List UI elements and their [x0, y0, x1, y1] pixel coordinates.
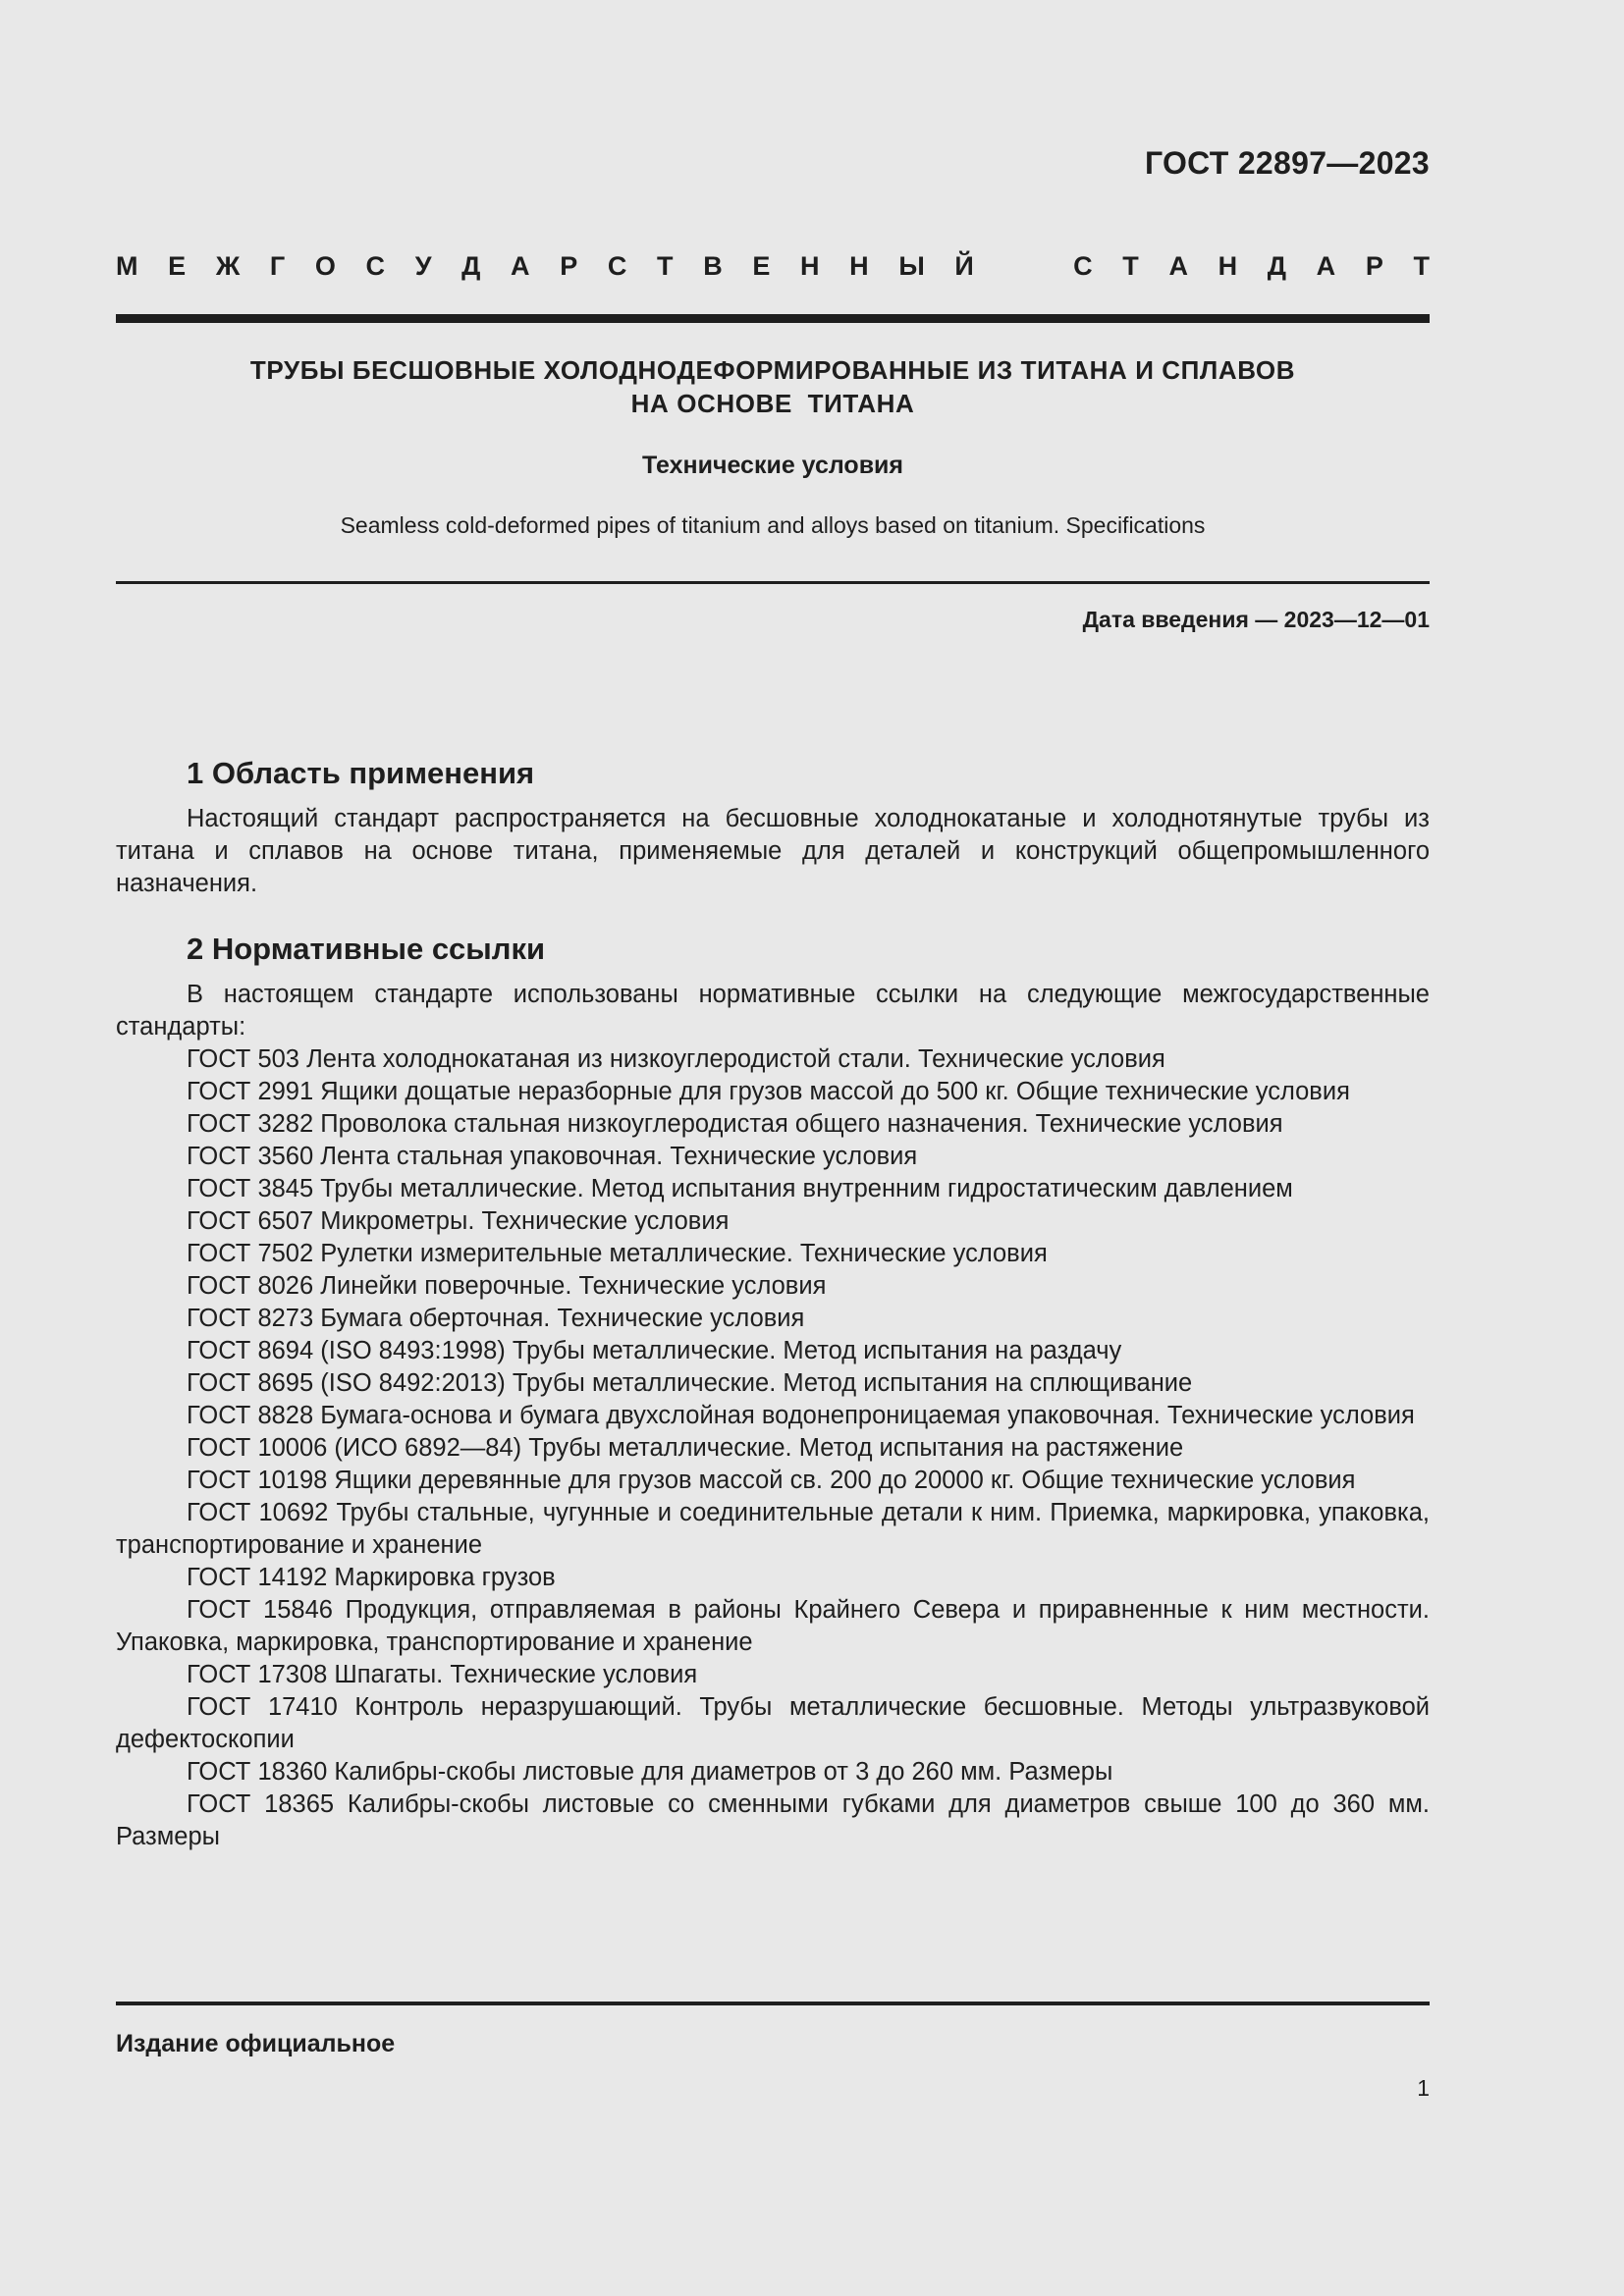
- banner-letter: Д: [1267, 251, 1287, 281]
- reference-item: ГОСТ 8694 (ISO 8493:1998) Трубы металлические. Метод испытания на раздачу: [187, 1337, 1122, 1364]
- reference-item: ГОСТ 17410 Контроль неразрушающий. Трубы металлические бесшовные. Методы ультразвуковой дефектоскопии: [116, 1693, 1430, 1753]
- reference-item: ГОСТ 8828 Бумага-основа и бумага двухслойная водонепроницаемая упаковочная. Технические условия: [187, 1402, 1415, 1429]
- title-line-2: НА ОСНОВЕ ТИТАНА: [630, 389, 915, 418]
- banner-word-gap: [1003, 251, 1043, 282]
- reference-item: ГОСТ 3560 Лента стальная упаковочная. Технические условия: [187, 1143, 918, 1170]
- reference-item: ГОСТ 8273 Бумага оберточная. Технические условия: [187, 1305, 805, 1332]
- reference-item: ГОСТ 3845 Трубы металлические. Метод испытания внутренним гидростатическим давлением: [187, 1175, 1293, 1202]
- header-thick-rule: [116, 314, 1430, 323]
- reference-item: ГОСТ 6507 Микрометры. Технические условия: [187, 1207, 730, 1235]
- banner-letter: А: [511, 251, 530, 281]
- document-title: [116, 353, 1430, 420]
- banner-letter: Ы: [898, 251, 925, 281]
- reference-item: ГОСТ 17308 Шпагаты. Технические условия: [187, 1661, 698, 1688]
- title-thin-rule: [116, 581, 1430, 584]
- banner-letter: С: [365, 251, 386, 281]
- reference-item: ГОСТ 8695 (ISO 8492:2013) Трубы металлические. Метод испытания на сплющивание: [187, 1369, 1193, 1397]
- reference-item: ГОСТ 10692 Трубы стальные, чугунные и соединительные детали к ним. Приемка, маркировка, упаковка, транспортирование и хранение: [116, 1499, 1430, 1559]
- reference-item: ГОСТ 18365 Калибры-скобы листовые со сменными губками для диаметров свыше 100 до 360 мм. Размеры: [116, 1790, 1430, 1850]
- section-2-intro: В настоящем стандарте использованы нормативные ссылки на следующие межгосударственные стандарты:: [116, 981, 1430, 1041]
- banner-letter: Й: [954, 251, 974, 281]
- page-number: 1: [1417, 2075, 1430, 2101]
- reference-item: ГОСТ 15846 Продукция, отправляемая в районы Крайнего Севера и приравненные к ним местности. Упаковка, маркировка, транспортирование и хранение: [116, 1596, 1430, 1656]
- banner-letter: С: [1073, 251, 1093, 281]
- english-title: Seamless cold-deformed pipes of titanium and alloys based on titanium. Specifications: [340, 512, 1206, 538]
- interstate-standard-banner: [116, 251, 1430, 282]
- banner-letter: М: [116, 251, 138, 281]
- banner-letter: Н: [1218, 251, 1238, 281]
- reference-item: ГОСТ 7502 Рулетки измерительные металлические. Технические условия: [187, 1240, 1048, 1267]
- banner-letter: Н: [800, 251, 820, 281]
- banner-letter: О: [314, 251, 336, 281]
- section-2-heading: 2 Нормативные ссылки: [187, 932, 546, 966]
- banner-letter: С: [607, 251, 627, 281]
- title-line-1: ТРУБЫ БЕСШОВНЫЕ ХОЛОДНОДЕФОРМИРОВАННЫЕ ИЗ ТИТАНА И СПЛАВОВ: [249, 355, 1296, 385]
- banner-letter: Т: [657, 251, 674, 281]
- banner-letter: Т: [1413, 251, 1430, 281]
- reference-item: ГОСТ 14192 Маркировка грузов: [187, 1564, 556, 1591]
- banner-letter: Р: [560, 251, 578, 281]
- banner-letter: Н: [849, 251, 869, 281]
- reference-item: ГОСТ 503 Лента холоднокатаная из низкоуглеродистой стали. Технические условия: [187, 1045, 1165, 1073]
- official-edition-label: Издание официальное: [116, 2030, 396, 2057]
- reference-item: ГОСТ 10006 (ИСО 6892—84) Трубы металлические. Метод испытания на растяжение: [187, 1434, 1184, 1462]
- banner-letter: Е: [752, 251, 771, 281]
- introduction-date: Дата введения — 2023—12—01: [1082, 607, 1430, 632]
- banner-letter: А: [1316, 251, 1336, 281]
- reference-item: ГОСТ 10198 Ящики деревянные для грузов массой св. 200 до 20000 кг. Общие технические условия: [187, 1467, 1356, 1494]
- reference-item: ГОСТ 2991 Ящики дощатые неразборные для грузов массой до 500 кг. Общие технические условия: [187, 1078, 1350, 1105]
- banner-letter: Ж: [215, 251, 241, 281]
- banner-letter: Е: [168, 251, 187, 281]
- document-body: [116, 750, 1430, 1853]
- section-1-paragraph: Настоящий стандарт распространяется на бесшовные холоднокатаные и холоднотянутые трубы из титана и сплавов на основе титана, применяемые для деталей и конструкций общепромышленного назначения.: [116, 805, 1430, 897]
- banner-letter: Г: [269, 251, 286, 281]
- banner-letter: Р: [1365, 251, 1383, 281]
- banner-letter: У: [414, 251, 432, 281]
- reference-item: ГОСТ 18360 Калибры-скобы листовые для диаметров от 3 до 260 мм. Размеры: [187, 1758, 1113, 1786]
- gost-number: ГОСТ 22897—2023: [1144, 145, 1430, 181]
- banner-letter: Д: [461, 251, 481, 281]
- reference-item: ГОСТ 3282 Проволока стальная низкоуглеродистая общего назначения. Технические условия: [187, 1110, 1283, 1138]
- reference-item: ГОСТ 8026 Линейки поверочные. Технические условия: [187, 1272, 827, 1300]
- document-subtitle: Технические условия: [641, 452, 904, 479]
- banner-letter: Т: [1122, 251, 1139, 281]
- section-1-heading: 1 Область применения: [187, 756, 535, 790]
- normative-references-list: [116, 1043, 1430, 1853]
- footer-rule: [116, 2002, 1430, 2005]
- banner-letter: В: [703, 251, 723, 281]
- banner-letter: А: [1168, 251, 1188, 281]
